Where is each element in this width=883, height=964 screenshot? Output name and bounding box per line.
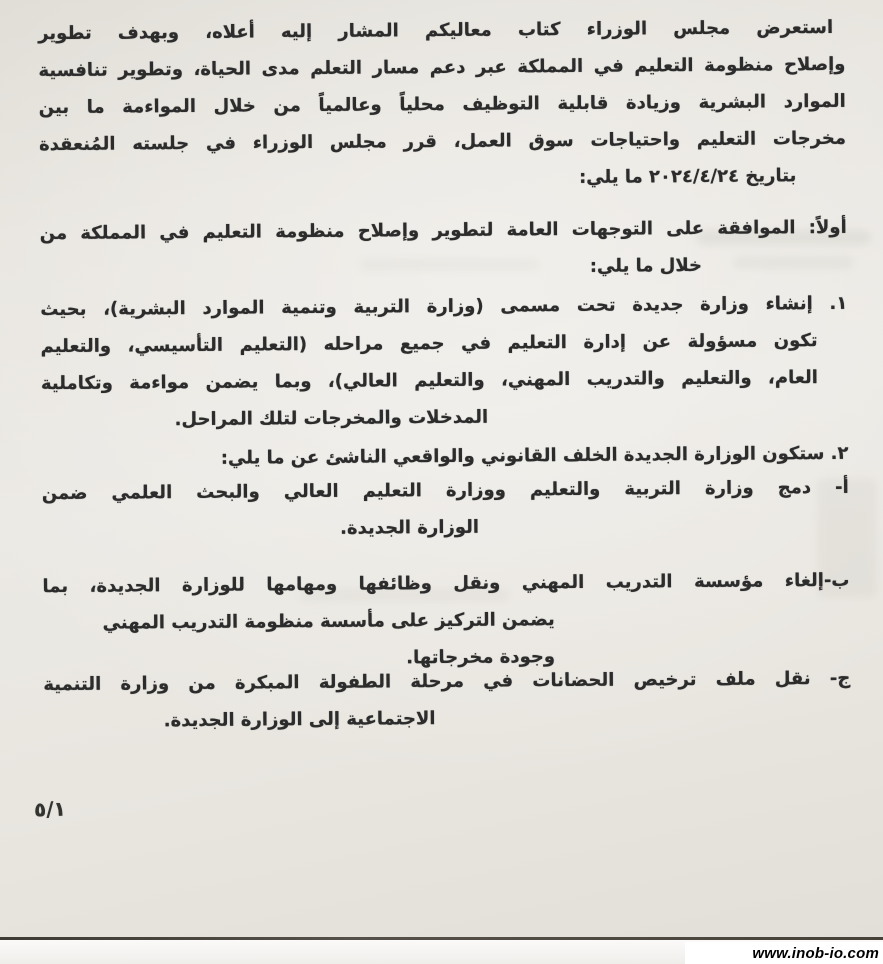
sub-item-b-line: ب-إلغاء مؤسسة التدريب المهني ونقل وظائفها ومهامها للوزارة الجديدة، بما — [42, 569, 850, 598]
paragraph1-line: الموارد البشرية وزيادة قابلية التوظيف محلياً وعالمياً من خلال المواءمة ما بين — [38, 90, 846, 119]
item1-line: المدخلات والمخرجات لتلك المراحل. — [174, 406, 489, 431]
paragraph1-line: استعرض مجلس الوزراء كتاب معاليكم المشار إليه أعلاه، وبهدف تطوير — [38, 16, 834, 45]
watermark-url-text: www.inob-io.com — [752, 944, 879, 962]
item1-line: ١. إنشاء وزارة جديدة تحت مسمى (وزارة التربية وتنمية الموارد البشرية)، بحيث — [40, 292, 848, 321]
scan-background-strip — [0, 940, 883, 964]
clause-first-line: أولاً: الموافقة على التوجهات العامة لتطوير وإصلاح منظومة التعليم في المملكة من — [39, 216, 847, 245]
clause-first-line: خلال ما يلي: — [589, 254, 703, 277]
item1-line: تكون مسؤولة عن إدارة التعليم في جميع مراحله (التعليم التأسيسي، والتعليم — [40, 330, 818, 358]
sub-item-c-line: الاجتماعية إلى الوزارة الجديدة. — [163, 708, 436, 732]
paragraph1-date-line: بتاريخ ٢٠٢٤/٤/٢٤ ما يلي: — [578, 165, 797, 188]
page-number: ٥/١ — [33, 796, 67, 822]
sub-item-a-line: أ- دمج وزارة التربية والتعليم ووزارة التعليم العالي والبحث العلمي ضمن — [41, 476, 849, 505]
sub-item-a-line: الوزارة الجديدة. — [340, 516, 480, 539]
paragraph1-line: مخرجات التعليم واحتياجات سوق العمل، قرر مجلس الوزراء في جلسته المُنعقدة — [38, 127, 847, 156]
document-body-text — [38, 9, 851, 740]
watermark-box — [685, 942, 883, 964]
sub-item-b-line: يضمن التركيز على مأسسة منظومة التدريب المهني وجودة مخرجاتها. — [102, 609, 556, 669]
paragraph1-line: وإصلاح منظومة التعليم في المملكة عبر دعم مسار التعلم مدى الحياة، وتطوير تنافسية — [38, 53, 846, 82]
item1-line: العام، والتعليم والتدريب المهني، والتعليم العالي)، وبما يضمن مواءمة وتكاملية — [40, 367, 818, 395]
sub-item-c-line: ج- نقل ملف ترخيص الحضانات في مرحلة الطفولة المبكرة من وزارة التنمية — [43, 667, 851, 696]
item2-line: ٢. ستكون الوزارة الجديدة الخلف القانوني والواقعي الناشئ عن ما يلي: — [220, 442, 849, 469]
